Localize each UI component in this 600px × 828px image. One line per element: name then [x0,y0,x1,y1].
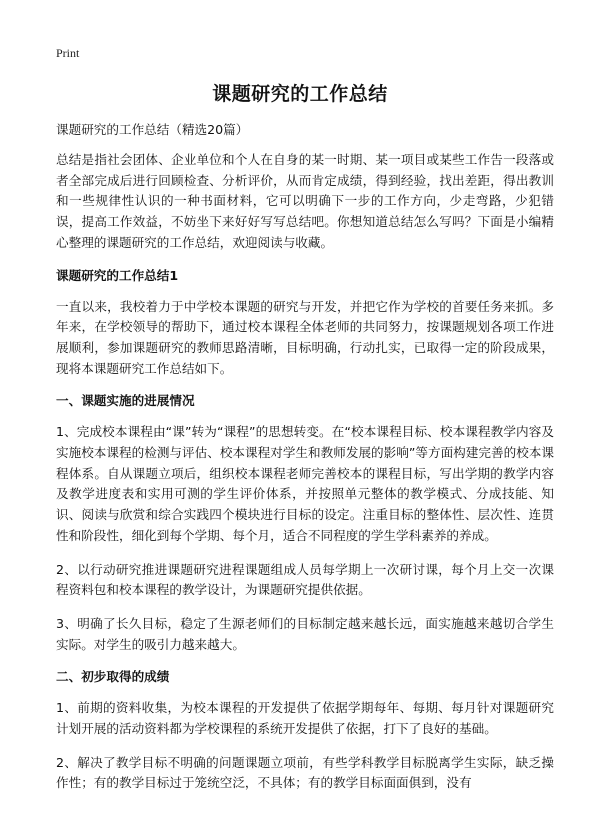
paragraph-progress-1: 1、完成校本课程由“课”转为“课程”的思想转变。在“校本课程目标、校本课程教学内容及实施校本课程的检测与评估、校本课程对学生和教师发展的影响”等方面构建完善的校本课程体系。自从课题立项后，组织校本课程老师完善校本的课程目标，写出学期的教学内容及教学进度表和实用可测的学生评价体系，并按照单元整体的教学模式、分成技能、知识、阅读与欣赏和综合实践四个模块进行目标的设定。注重目标的整体性、层次性、连贯性和阶段性，细化到每个学期、每个月，适合不同程度的学生学科素养的养成。 [56,424,554,543]
paragraph-achievements-2: 2、解决了教学目标不明确的问题课题立项前，有些学科教学目标脱离学生实际，缺乏操作性；有的教学目标过于笼统空泛，不具体；有的教学目标面面俱到，没有 [56,754,554,791]
paragraph-progress-3: 3、明确了长久目标，稳定了生源老师们的目标制定越来越长远，面实施越来越切合学生实际。对学生的吸引力越来越大。 [56,615,554,652]
section-intro-paragraph: 一直以来，我校着力于中学校本课题的研究与开发，并把它作为学校的首要任务来抓。多年来，在学校领导的帮助下，通过校本课程全体老师的共同努力，按课题规划各项工作进展顺利，参加课题研究的教师思路清晰，目标明确，行动扎实，已取得一定的阶段成果，现将本课题研究工作总结如下。 [56,298,554,376]
paragraph-achievements-1: 1、前期的资料收集，为校本课程的开发提供了依据学期每年、每期、每月针对课题研究计划开展的活动资料都为学校课程的系统开发提供了依据，打下了良好的基础。 [56,700,554,737]
document-subtitle: 课题研究的工作总结（精选20篇） [56,122,249,137]
section-title: 课题研究的工作总结1 [56,267,179,283]
intro-paragraph: 总结是指社会团体、企业单位和个人在自身的某一时期、某一项目或某些工作告一段落或者全部完成后进行回顾检查、分析评价，从而肯定成绩，得到经验，找出差距，得出教训和一些规律性认识的一种书面材料，它可以明确下一步的工作方向，少走弯路，少犯错误，提高工作效益，不妨坐下来好好写写总结吧。你想知道总结怎么写吗？下面是小编精心整理的课题研究的工作总结，欢迎阅读与收藏。 [56,152,554,250]
paragraph-progress-2: 2、以行动研究推进课题研究进程课题组成人员每学期上一次研讨课，每个月上交一次课程资料包和校本课程的教学设计，为课题研究提供依据。 [56,561,554,598]
heading-progress: 一、课题实施的进展情况 [56,393,195,409]
document-body [56,121,554,807]
print-link[interactable]: Print [56,46,80,60]
document-title: 课题研究的工作总结 [212,83,388,105]
heading-achievements: 二、初步取得的成绩 [56,669,170,685]
